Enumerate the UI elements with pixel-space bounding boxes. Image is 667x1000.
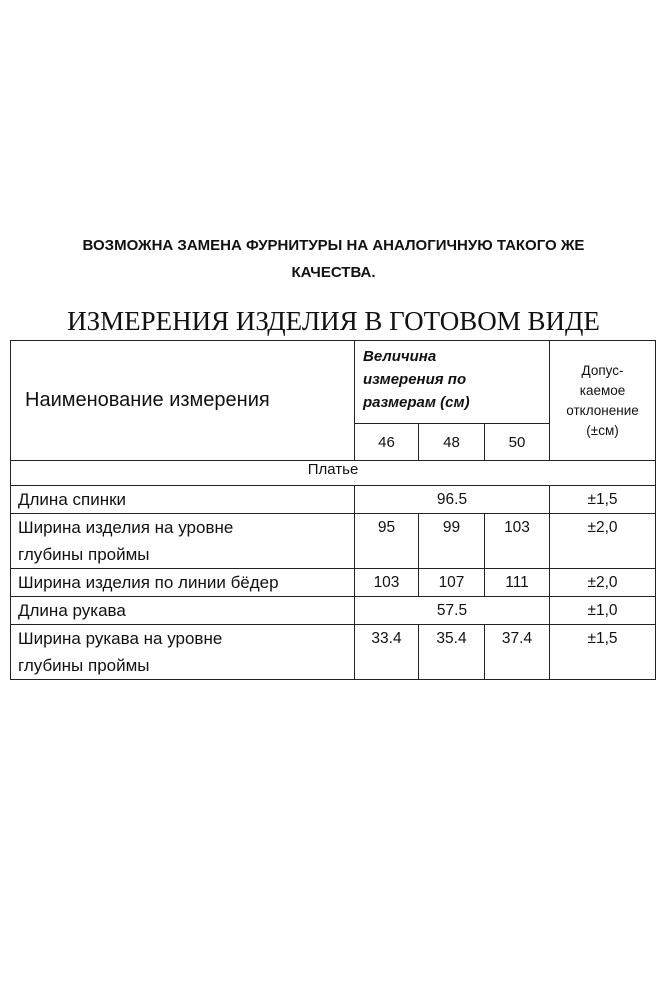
measurement-tolerance: ±2,0 xyxy=(550,514,656,569)
size-48: 48 xyxy=(419,424,485,461)
header-value-line: измерения по xyxy=(363,371,467,388)
measurement-name-line: Длина спинки xyxy=(18,490,127,509)
measurement-value-50: 111 xyxy=(485,569,550,597)
group-label: Платье xyxy=(11,461,656,486)
measurement-name-line: Длина рукава xyxy=(18,601,126,620)
measurement-value-50: 103 xyxy=(485,514,550,569)
measurement-value-50: 37.4 xyxy=(485,625,550,680)
notice-line-2: КАЧЕСТВА. xyxy=(291,264,376,281)
measurement-value-all-sizes: 57.5 xyxy=(355,597,550,625)
size-46: 46 xyxy=(355,424,419,461)
header-tolerance-line: (±см) xyxy=(586,422,619,438)
measurement-tolerance: ±1,5 xyxy=(550,486,656,514)
header-tolerance-line: каемое xyxy=(579,382,626,398)
measurement-value-48: 99 xyxy=(419,514,485,569)
group-row xyxy=(11,461,656,486)
measurement-name-line: Ширина рукава на уровне xyxy=(18,629,223,648)
header-tolerance-line: отклонение xyxy=(566,402,639,418)
measurement-name-line: глубины проймы xyxy=(18,545,150,564)
header-row xyxy=(11,341,656,424)
measurement-value-46: 103 xyxy=(355,569,419,597)
measurement-name-line: Ширина изделия на уровне xyxy=(18,518,234,537)
measurement-name xyxy=(11,569,355,597)
size-50: 50 xyxy=(485,424,550,461)
header-value-line: Величина xyxy=(363,348,437,365)
measurement-value-46: 95 xyxy=(355,514,419,569)
fittings-notice xyxy=(0,232,667,286)
header-tolerance xyxy=(550,341,656,461)
measurement-value-48: 35.4 xyxy=(419,625,485,680)
header-tolerance-line: Допус- xyxy=(581,362,624,378)
header-size-values xyxy=(355,341,550,424)
measurement-name-line: глубины проймы xyxy=(18,656,150,675)
measurement-value-46: 33.4 xyxy=(355,625,419,680)
notice-line-1: ВОЗМОЖНА ЗАМЕНА ФУРНИТУРЫ НА АНАЛОГИЧНУЮ ТАКОГО ЖЕ xyxy=(82,237,585,254)
table-row xyxy=(11,597,656,625)
header-measurement-name: Наименование измерения xyxy=(11,341,355,461)
measurement-name xyxy=(11,486,355,514)
measurement-name xyxy=(11,597,355,625)
measurement-value-all-sizes: 96.5 xyxy=(355,486,550,514)
measurement-name xyxy=(11,625,355,680)
table-row xyxy=(11,625,656,680)
table-row xyxy=(11,486,656,514)
measurement-tolerance: ±1,0 xyxy=(550,597,656,625)
measurements-table xyxy=(10,340,656,680)
measurement-tolerance: ±1,5 xyxy=(550,625,656,680)
table-row xyxy=(11,569,656,597)
measurement-name-line: Ширина изделия по линии бёдер xyxy=(18,573,279,592)
measurement-value-48: 107 xyxy=(419,569,485,597)
page-title: ИЗМЕРЕНИЯ ИЗДЕЛИЯ В ГОТОВОМ ВИДЕ xyxy=(67,306,600,336)
table-row xyxy=(11,514,656,569)
measurement-name xyxy=(11,514,355,569)
measurement-tolerance: ±2,0 xyxy=(550,569,656,597)
header-value-line: размерам (см) xyxy=(363,394,470,411)
